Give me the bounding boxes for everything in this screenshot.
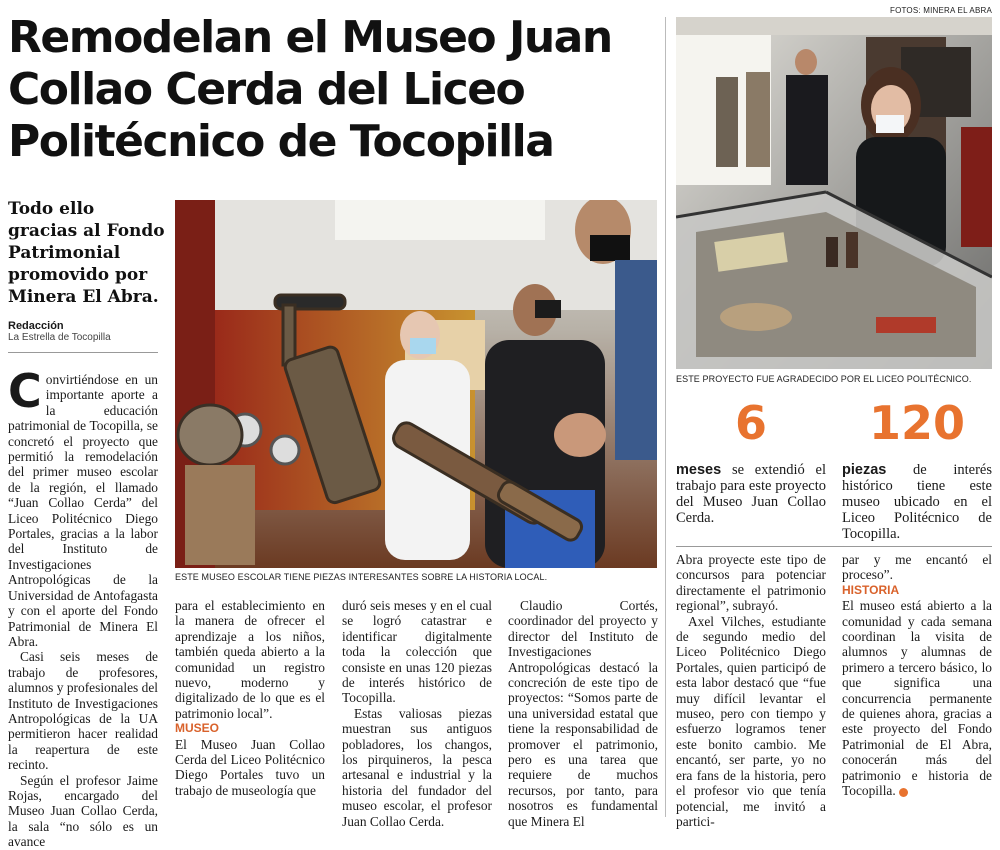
col4-paragraph-1: Claudio Cortés, coordinador del proyecto y director del Instituto de Investigaciones Antropológicas destacó la concreción de este tipo de proyectos: “Somos parte de una universidad estatal que tiene la responsabilidad de promover el patrimonio, pero es una tarea que requiere de muchos recursos, por tanto, para nosotros es fundamental que Minera El (508, 598, 658, 829)
byline-publication: La Estrella de Tocopilla (8, 332, 111, 343)
subhead-museo: MUSEO (175, 721, 220, 736)
col3-paragraph-1: duró seis meses y en el cual se logró catastrar e identificar digitalmente toda la colección que consiste en unas 120 piezas de interés histórico de Tocopilla. (342, 598, 492, 706)
col6-paragraph-1: par y me encantó el proceso”. (842, 552, 992, 583)
body-column-1 (8, 364, 158, 850)
col5-paragraph-1: Abra proyecte este tipo de concursos para potenciar directamente el patrimonio regional”, subrayó. (676, 552, 826, 614)
byline (8, 320, 158, 343)
body-column-2 (175, 598, 325, 798)
col3-paragraph-2: Estas valiosas piezas muestran sus antiguos pobladores, los changos, los pirquineros, la pesca artesanal e industrial y la historia del fundador del museo escolar, el profesor Juan Collao Cerda. (342, 705, 492, 829)
stats-bottom-rule (676, 546, 992, 547)
dropcap: C (8, 364, 42, 418)
stat-months-text (676, 462, 826, 526)
main-photo-caption: ESTE MUSEO ESCOLAR TIENE PIEZAS INTERESANTES SOBRE LA HISTORIA LOCAL. (175, 572, 548, 582)
deck: Todo ello gracias al Fondo Patrimonial promovido por Minera El Abra. (8, 199, 165, 307)
subhead-historia: HISTORIA (842, 582, 900, 597)
stat-pieces-bold: piezas (842, 462, 887, 478)
col1-paragraph-3: Según el profesor Jaime Rojas, encargado del Museo Juan Collao Cerda, la sala “no sólo es un avance (8, 772, 158, 850)
side-photo-image (676, 17, 992, 369)
stat-pieces-number: 120 (868, 396, 966, 450)
column-divider (665, 17, 666, 817)
body-column-4 (508, 598, 658, 829)
end-mark-icon (899, 788, 908, 797)
col2-paragraph-2: El Museo Juan Collao Cerda del Liceo Politécnico Diego Portales tuvo un trabajo de museología que (175, 736, 325, 798)
col1-paragraph-1: onvirtiéndose en un importante aporte a la educación patrimonial de Tocopilla, se concretó el proyecto que permitió la remodelación del primer museo escolar de la región, el llamado “Juan Collao Cerda” del Liceo Politécnico Diego Portales, gracias a la labor del Instituto de Investigaciones Antropológicas de la Universidad de Antofagasta y con el aporte del Fondo Patrimonial de Minera El Abra. (8, 372, 158, 649)
col2-paragraph-1: para el establecimiento en la manera de ofrecer el aprendizaje a los niños, también queda abierto a la comunidad un registro nuevo, moderno y digitalizado de lo que es el patrimonio local”. (175, 598, 325, 721)
stat-pieces-text (842, 462, 992, 542)
body-column-6 (842, 552, 992, 799)
main-photo (175, 200, 657, 568)
stat-months-number: 6 (734, 396, 767, 450)
byline-rule (8, 352, 158, 353)
col1-paragraph-2: Casi seis meses de trabajo de profesores, alumnos y profesionales del Instituto de Investigaciones Antropológicas de la UA permitieron hacer realidad la reapertura de este recinto. (8, 649, 158, 773)
stat-pieces-desc: de interés histórico tiene este museo ubicado en el Liceo Politécnico de Tocopilla. (842, 462, 992, 542)
stat-months-bold: meses (676, 462, 722, 478)
col5-paragraph-2: Axel Vilches, estudiante de segundo medio del Liceo Politécnico Diego Portales, quien participó de esta labor destacó que “fue muy difícil levantar el museo, pero con tiempo y esfuerzo logramos tener este bonito cambio. Me encantó, ser parte, yo no era fans de la historia, pero el profesor vio que tenía potencial, me invitó a partici- (676, 613, 826, 829)
body-column-3 (342, 598, 492, 829)
side-photo-caption: ESTE PROYECTO FUE AGRADECIDO POR EL LICEO POLITÉCNICO. (676, 374, 972, 384)
side-photo (676, 17, 992, 369)
body-column-5 (676, 552, 826, 829)
stat-months-desc: se extendió el trabajo para este proyecto del Museo Juan Collao Cerda. (676, 462, 826, 526)
col6-paragraph-2: El museo está abierto a la comunidad y cada semana coordinan la visita de alumnos y alumnas de primero a tercero básico, lo que significa una concurrencia permanente de quienes ahora, gracias a este proyecto del Fondo Patrimonial de El Abra, conocerán más del patrimonio e historia de Tocopilla. (842, 598, 992, 799)
headline: Remodelan el Museo Juan Collao Cerda del Liceo Politécnico de Tocopilla (8, 12, 612, 167)
photo-credit: FOTOS: MINERA EL ABRA (889, 6, 992, 15)
byline-name: Redacción (8, 320, 64, 332)
main-photo-image (175, 200, 657, 568)
